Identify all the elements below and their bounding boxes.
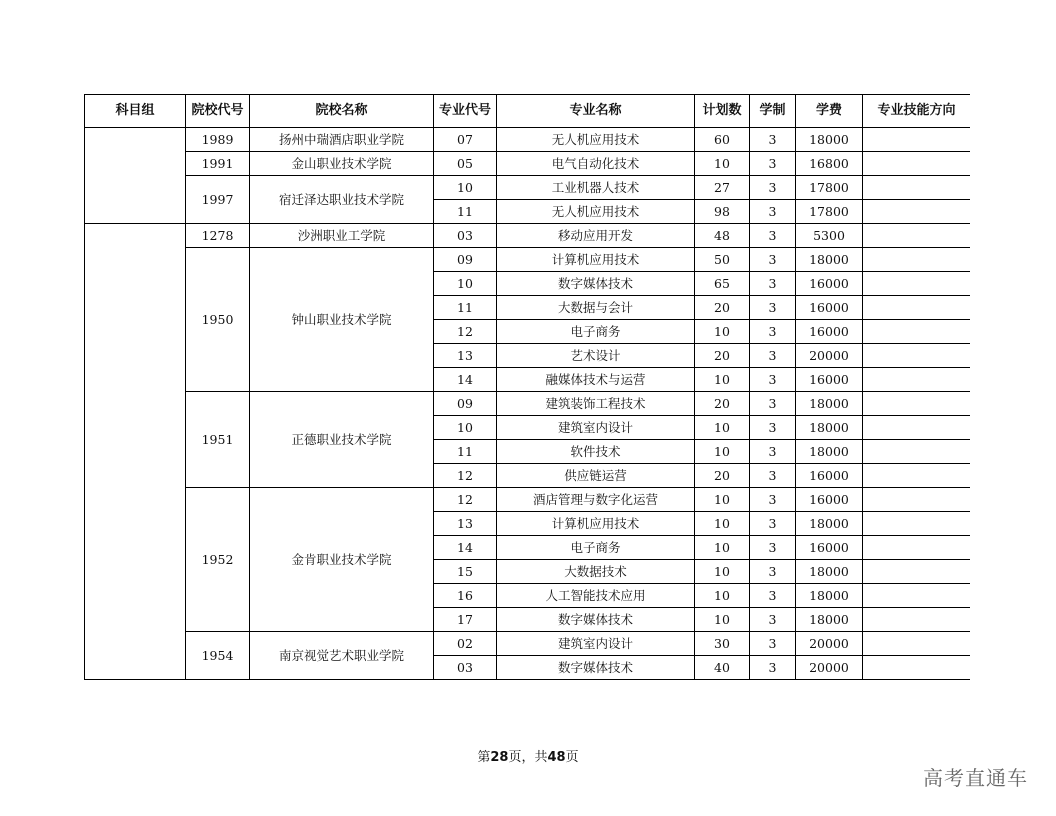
table-header-row [85, 95, 971, 128]
major-name-cell: 工业机器人技术 [497, 176, 695, 200]
skill-direction-cell [863, 392, 971, 416]
major-name-cell: 计算机应用技术 [497, 512, 695, 536]
major-code-cell: 07 [434, 128, 497, 152]
major-code-cell: 10 [434, 416, 497, 440]
major-name-cell: 建筑室内设计 [497, 632, 695, 656]
major-name-cell: 无人机应用技术 [497, 200, 695, 224]
table-row [85, 152, 971, 176]
plan-count-cell: 10 [695, 536, 750, 560]
table-row [85, 128, 971, 152]
tuition-cell: 18000 [796, 440, 863, 464]
skill-direction-cell [863, 368, 971, 392]
tuition-cell: 16000 [796, 488, 863, 512]
school-code-cell: 1997 [186, 176, 250, 224]
subject-group-cell [85, 128, 186, 224]
tuition-cell: 16000 [796, 368, 863, 392]
school-name-cell: 沙洲职业工学院 [250, 224, 434, 248]
admission-plan-table-wrapper [84, 94, 970, 697]
years-cell: 3 [750, 272, 796, 296]
admission-plan-table [84, 94, 970, 680]
plan-count-cell: 10 [695, 320, 750, 344]
school-code-cell: 1989 [186, 128, 250, 152]
major-name-cell: 艺术设计 [497, 344, 695, 368]
major-name-cell: 电子商务 [497, 320, 695, 344]
tuition-cell: 20000 [796, 656, 863, 680]
major-name-cell: 建筑室内设计 [497, 416, 695, 440]
table-row [85, 224, 971, 248]
major-code-cell: 05 [434, 152, 497, 176]
major-code-cell: 02 [434, 632, 497, 656]
years-cell: 3 [750, 296, 796, 320]
major-code-cell: 13 [434, 344, 497, 368]
years-cell: 3 [750, 224, 796, 248]
years-cell: 3 [750, 512, 796, 536]
major-code-cell: 11 [434, 296, 497, 320]
skill-direction-cell [863, 464, 971, 488]
total-page-number: 48 [547, 750, 566, 765]
major-name-cell: 供应链运营 [497, 464, 695, 488]
skill-direction-cell [863, 272, 971, 296]
plan-count-cell: 50 [695, 248, 750, 272]
years-cell: 3 [750, 368, 796, 392]
years-cell: 3 [750, 152, 796, 176]
years-cell: 3 [750, 344, 796, 368]
plan-count-cell: 30 [695, 632, 750, 656]
skill-direction-cell [863, 560, 971, 584]
table-row [85, 392, 971, 416]
skill-direction-cell [863, 224, 971, 248]
header-subject-group: 科目组 [85, 95, 186, 128]
skill-direction-cell [863, 320, 971, 344]
tuition-cell: 18000 [796, 248, 863, 272]
tuition-cell: 18000 [796, 512, 863, 536]
table-body [85, 128, 971, 680]
plan-count-cell: 60 [695, 128, 750, 152]
major-name-cell: 大数据与会计 [497, 296, 695, 320]
years-cell: 3 [750, 392, 796, 416]
years-cell: 3 [750, 416, 796, 440]
plan-count-cell: 10 [695, 416, 750, 440]
school-name-cell: 宿迁泽达职业技术学院 [250, 176, 434, 224]
header-skill-direction: 专业技能方向 [863, 95, 971, 128]
major-name-cell: 大数据技术 [497, 560, 695, 584]
years-cell: 3 [750, 320, 796, 344]
skill-direction-cell [863, 296, 971, 320]
subject-group-cell [85, 224, 186, 680]
years-cell: 3 [750, 632, 796, 656]
major-code-cell: 16 [434, 584, 497, 608]
plan-count-cell: 20 [695, 296, 750, 320]
skill-direction-cell [863, 200, 971, 224]
major-name-cell: 酒店管理与数字化运营 [497, 488, 695, 512]
major-code-cell: 13 [434, 512, 497, 536]
skill-direction-cell [863, 512, 971, 536]
skill-direction-cell [863, 536, 971, 560]
major-name-cell: 数字媒体技术 [497, 272, 695, 296]
footer-prefix: 第 [477, 750, 491, 765]
page-footer [0, 746, 1056, 765]
years-cell: 3 [750, 560, 796, 584]
school-name-cell: 扬州中瑞酒店职业学院 [250, 128, 434, 152]
major-code-cell: 14 [434, 536, 497, 560]
major-code-cell: 12 [434, 320, 497, 344]
skill-direction-cell [863, 128, 971, 152]
years-cell: 3 [750, 248, 796, 272]
skill-direction-cell [863, 248, 971, 272]
major-code-cell: 12 [434, 488, 497, 512]
major-name-cell: 无人机应用技术 [497, 128, 695, 152]
major-name-cell: 移动应用开发 [497, 224, 695, 248]
skill-direction-cell [863, 488, 971, 512]
skill-direction-cell [863, 152, 971, 176]
tuition-cell: 20000 [796, 632, 863, 656]
major-name-cell: 软件技术 [497, 440, 695, 464]
tuition-cell: 18000 [796, 584, 863, 608]
school-name-cell: 金肯职业技术学院 [250, 488, 434, 632]
plan-count-cell: 20 [695, 344, 750, 368]
years-cell: 3 [750, 608, 796, 632]
tuition-cell: 16800 [796, 152, 863, 176]
school-name-cell: 钟山职业技术学院 [250, 248, 434, 392]
years-cell: 3 [750, 536, 796, 560]
plan-count-cell: 10 [695, 440, 750, 464]
years-cell: 3 [750, 440, 796, 464]
school-code-cell: 1951 [186, 392, 250, 488]
skill-direction-cell [863, 656, 971, 680]
school-code-cell: 1954 [186, 632, 250, 680]
tuition-cell: 20000 [796, 344, 863, 368]
tuition-cell: 18000 [796, 128, 863, 152]
school-name-cell: 金山职业技术学院 [250, 152, 434, 176]
years-cell: 3 [750, 584, 796, 608]
major-name-cell: 电子商务 [497, 536, 695, 560]
tuition-cell: 17800 [796, 200, 863, 224]
years-cell: 3 [750, 656, 796, 680]
major-code-cell: 03 [434, 224, 497, 248]
plan-count-cell: 10 [695, 584, 750, 608]
header-tuition: 学费 [796, 95, 863, 128]
years-cell: 3 [750, 464, 796, 488]
plan-count-cell: 20 [695, 464, 750, 488]
plan-count-cell: 10 [695, 488, 750, 512]
major-name-cell: 电气自动化技术 [497, 152, 695, 176]
major-name-cell: 融媒体技术与运营 [497, 368, 695, 392]
school-code-cell: 1950 [186, 248, 250, 392]
current-page-number: 28 [490, 750, 509, 765]
plan-count-cell: 98 [695, 200, 750, 224]
major-name-cell: 计算机应用技术 [497, 248, 695, 272]
table-row [85, 176, 971, 200]
header-major-name: 专业名称 [497, 95, 695, 128]
skill-direction-cell [863, 632, 971, 656]
school-name-cell: 南京视觉艺术职业学院 [250, 632, 434, 680]
plan-count-cell: 65 [695, 272, 750, 296]
tuition-cell: 16000 [796, 320, 863, 344]
major-name-cell: 数字媒体技术 [497, 656, 695, 680]
table-row [85, 248, 971, 272]
major-code-cell: 11 [434, 440, 497, 464]
plan-count-cell: 10 [695, 368, 750, 392]
years-cell: 3 [750, 176, 796, 200]
skill-direction-cell [863, 176, 971, 200]
tuition-cell: 18000 [796, 560, 863, 584]
skill-direction-cell [863, 584, 971, 608]
plan-count-cell: 10 [695, 608, 750, 632]
footer-suffix: 页 [565, 750, 579, 765]
skill-direction-cell [863, 416, 971, 440]
skill-direction-cell [863, 344, 971, 368]
plan-count-cell: 10 [695, 152, 750, 176]
plan-count-cell: 48 [695, 224, 750, 248]
years-cell: 3 [750, 488, 796, 512]
school-code-cell: 1278 [186, 224, 250, 248]
table-row [85, 488, 971, 512]
major-code-cell: 09 [434, 392, 497, 416]
major-name-cell: 建筑装饰工程技术 [497, 392, 695, 416]
plan-count-cell: 27 [695, 176, 750, 200]
major-code-cell: 10 [434, 176, 497, 200]
tuition-cell: 18000 [796, 608, 863, 632]
tuition-cell: 17800 [796, 176, 863, 200]
table-row [85, 632, 971, 656]
tuition-cell: 16000 [796, 296, 863, 320]
major-name-cell: 数字媒体技术 [497, 608, 695, 632]
school-code-cell: 1952 [186, 488, 250, 632]
school-name-cell: 正德职业技术学院 [250, 392, 434, 488]
plan-count-cell: 20 [695, 392, 750, 416]
tuition-cell: 16000 [796, 272, 863, 296]
footer-middle: 页，共 [508, 750, 548, 765]
major-code-cell: 17 [434, 608, 497, 632]
major-name-cell: 人工智能技术应用 [497, 584, 695, 608]
major-code-cell: 03 [434, 656, 497, 680]
tuition-cell: 16000 [796, 464, 863, 488]
major-code-cell: 15 [434, 560, 497, 584]
tuition-cell: 18000 [796, 416, 863, 440]
school-code-cell: 1991 [186, 152, 250, 176]
major-code-cell: 09 [434, 248, 497, 272]
skill-direction-cell [863, 608, 971, 632]
tuition-cell: 18000 [796, 392, 863, 416]
header-plan-count: 计划数 [695, 95, 750, 128]
skill-direction-cell [863, 440, 971, 464]
major-code-cell: 11 [434, 200, 497, 224]
years-cell: 3 [750, 200, 796, 224]
years-cell: 3 [750, 128, 796, 152]
header-school-code: 院校代号 [186, 95, 250, 128]
plan-count-cell: 10 [695, 512, 750, 536]
major-code-cell: 14 [434, 368, 497, 392]
header-major-code: 专业代号 [434, 95, 497, 128]
major-code-cell: 12 [434, 464, 497, 488]
tuition-cell: 5300 [796, 224, 863, 248]
plan-count-cell: 40 [695, 656, 750, 680]
header-school-name: 院校名称 [250, 95, 434, 128]
tuition-cell: 16000 [796, 536, 863, 560]
plan-count-cell: 10 [695, 560, 750, 584]
header-years: 学制 [750, 95, 796, 128]
major-code-cell: 10 [434, 272, 497, 296]
watermark-text: 高考直通车 [923, 766, 1028, 790]
